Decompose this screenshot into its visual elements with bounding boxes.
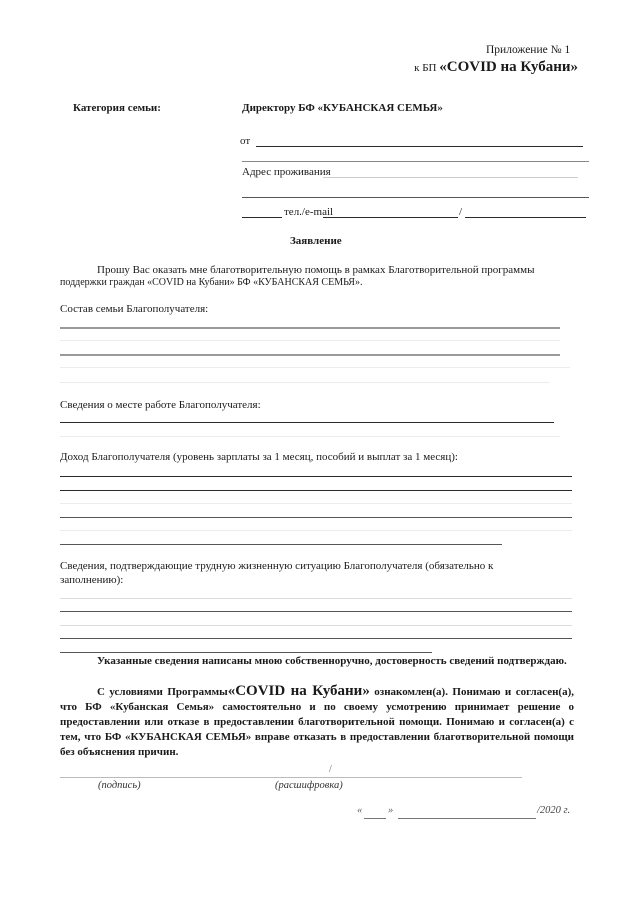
family-composition-label: Состав семьи Благополучателя: bbox=[60, 303, 209, 315]
document-title: Заявление bbox=[290, 235, 342, 247]
income-field-3[interactable] bbox=[60, 503, 572, 504]
income-field-6[interactable] bbox=[60, 544, 502, 545]
family-field-1[interactable] bbox=[60, 327, 560, 329]
from-field[interactable] bbox=[256, 146, 583, 147]
date-year: /2020 г. bbox=[537, 805, 571, 816]
director-label: Директору БФ «КУБАНСКАЯ СЕМЬЯ» bbox=[242, 102, 443, 114]
program-agreement bbox=[60, 684, 574, 760]
signature-field[interactable] bbox=[60, 777, 522, 778]
signature-label: (подпись) bbox=[98, 780, 141, 791]
family-field-4[interactable] bbox=[60, 367, 570, 368]
agree-rest: ознакомлен(а). Понимаю и согласен(а), что БФ «Кубанская Семья» самостоятельно и по своему усмотрению принимает решение о предоставлении или отказе в предоставлении благотворительной помощи. Понимаю и согласен(а) с тем, что БФ «КУБАНСКАЯ СЕМЬЯ» вправе отказать в предоставлении благотворительной помощи без объяснения причин. bbox=[60, 686, 574, 758]
income-field-5[interactable] bbox=[60, 530, 572, 531]
hardship-label-line-1: Сведения, подтверждающие трудную жизненную ситуацию Благополучателя (обязательно к bbox=[60, 560, 494, 572]
date-open-quote: « bbox=[357, 805, 363, 816]
family-field-5[interactable] bbox=[60, 382, 550, 383]
email-field[interactable] bbox=[465, 217, 586, 218]
program-name: «COVID на Кубани» bbox=[439, 59, 578, 75]
hardship-field-5[interactable] bbox=[60, 652, 432, 653]
date-close-quote: » bbox=[388, 805, 394, 816]
hardship-field-4[interactable] bbox=[60, 638, 572, 639]
family-category-label: Категория семьи: bbox=[73, 102, 161, 114]
program-prefix: к БП bbox=[414, 62, 440, 74]
address-field-continued[interactable] bbox=[242, 197, 589, 198]
date-day-field[interactable] bbox=[364, 818, 386, 819]
phone-email-label: тел./e-mail bbox=[284, 206, 334, 218]
hardship-field-2[interactable] bbox=[60, 611, 572, 612]
income-label: Доход Благополучателя (уровень зарплаты за 1 месяц, пособий и выплат за 1 месяц): bbox=[60, 451, 458, 463]
decoding-label: (расшифровка) bbox=[275, 780, 343, 791]
agree-program-name: «COVID на Кубани» bbox=[227, 683, 370, 699]
phone-prefix-field[interactable] bbox=[242, 217, 282, 218]
program-reference bbox=[414, 58, 578, 76]
hardship-label-line-2: заполнению): bbox=[60, 574, 124, 586]
income-field-1[interactable] bbox=[60, 476, 572, 477]
request-line-2: поддержки граждан «COVID на Кубани» БФ «КУБАНСКАЯ СЕМЬЯ». bbox=[60, 277, 363, 288]
from-field-continued[interactable] bbox=[242, 161, 589, 162]
hardship-field-1[interactable] bbox=[60, 598, 572, 599]
handwritten-declaration: Указанные сведения написаны мною собственноручно, достоверность сведений подтверждаю. bbox=[97, 655, 567, 667]
address-label: Адрес проживания bbox=[242, 166, 331, 178]
workplace-label: Сведения о месте работе Благополучателя: bbox=[60, 399, 261, 411]
agree-prefix: С условиями Программы bbox=[97, 686, 228, 698]
phone-separator: / bbox=[459, 206, 463, 218]
address-field[interactable] bbox=[323, 177, 578, 178]
income-field-4[interactable] bbox=[60, 517, 572, 518]
signature-separator: / bbox=[329, 764, 332, 775]
hardship-field-3[interactable] bbox=[60, 625, 572, 626]
appendix-number: Приложение № 1 bbox=[486, 44, 571, 56]
income-field-2[interactable] bbox=[60, 490, 572, 491]
phone-field[interactable] bbox=[323, 217, 458, 218]
date-month-field[interactable] bbox=[398, 818, 536, 819]
family-field-3[interactable] bbox=[60, 354, 560, 356]
family-field-2[interactable] bbox=[60, 340, 560, 341]
from-label: от bbox=[240, 135, 251, 147]
request-line-1: Прошу Вас оказать мне благотворительную помощь в рамках Благотворительной программы bbox=[97, 264, 535, 276]
workplace-field-1[interactable] bbox=[60, 422, 554, 423]
workplace-field-2[interactable] bbox=[60, 436, 560, 437]
